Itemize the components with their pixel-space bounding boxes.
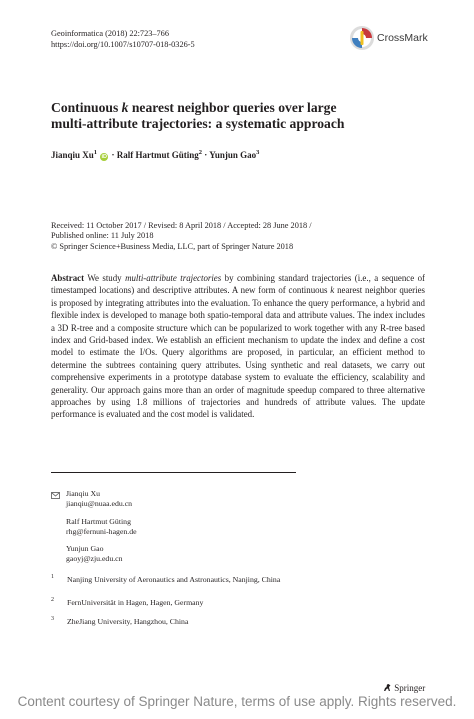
title-text: Continuous	[51, 100, 122, 115]
affiliation-number: 1	[51, 574, 54, 580]
title-line-2: multi-attribute trajectories: a systematic approach	[51, 116, 345, 131]
title-line-1	[51, 100, 421, 116]
courtesy-watermark: Content courtesy of Springer Nature, terms of use apply. Rights reserved.	[17, 694, 457, 709]
orcid-icon[interactable]: iD	[101, 154, 108, 160]
author-name[interactable]: Jianqiu Xu	[51, 150, 94, 160]
contact-name: Ralf Hartmut Güting	[66, 517, 131, 526]
footnote-divider	[51, 472, 296, 473]
abstract-text: We study	[84, 273, 126, 283]
abstract-text: by combining standard trajectories (i.e., a sequence of timestamped locations) and descriptive attributes. A new form of continuous	[51, 273, 425, 296]
journal-citation: Geoinformatica (2018) 22:723–766	[51, 29, 169, 38]
affiliation-number: 2	[51, 597, 54, 603]
contact-name: Yunjun Gao	[66, 544, 104, 553]
copyright-line: © Springer Science+Business Media, LLC, part of Springer Nature 2018	[51, 241, 294, 251]
author-contact	[66, 517, 137, 537]
author-separator: ·	[202, 150, 210, 160]
abstract-emphasis: multi-attribute trajectories	[125, 273, 222, 283]
author-name[interactable]: Ralf Hartmut Güting	[116, 150, 199, 160]
affiliation-ref: 1	[93, 149, 98, 156]
abstract	[51, 272, 425, 421]
affiliation-ref: 3	[256, 149, 260, 156]
author-separator: ·	[109, 150, 117, 160]
article-title	[51, 100, 421, 132]
corresponding-author	[66, 489, 132, 509]
affiliation-text: ZheJiang University, Hangzhou, China	[67, 617, 189, 626]
author-list	[51, 149, 259, 161]
envelope-icon	[51, 492, 60, 499]
title-k: k	[121, 100, 129, 115]
title-text: nearest neighbor queries over large	[128, 100, 337, 115]
publisher-name: Springer	[394, 683, 426, 693]
dates-line: Received: 11 October 2017 / Revised: 8 April 2018 / Accepted: 28 June 2018 /	[51, 221, 312, 230]
abstract-emphasis: k	[330, 285, 335, 296]
affiliation-ref: 2	[198, 149, 203, 156]
publication-dates	[51, 221, 312, 252]
doi-link[interactable]: https://doi.org/10.1007/s10707-018-0326-5	[51, 40, 195, 49]
publisher-logo	[383, 683, 425, 693]
affiliation	[51, 598, 381, 610]
abstract-text: nearest neighbor queries is proposed by integrating attributes into the evaluation. To enhance the query performance, a hybrid and flexible index is developed to manage both spatio-temporal data and attribute values. The index includes a 3D R-tree and a composite structure which can be popularized to work together with any R-tree based index and Grid-based index. We establish an efficient mechanism to update the index and define a cost model to estimate the I/Os. Query algorithms are proposed, in particular, an efficient method to determine the subtrees containing query attributes. Using synthetic and real datasets, we carry out comprehensive experiments in a prototype database system to evaluate the efficiency, scalability and generality. Our approach gains more than an order of magnitude speedup compared to three alternative approaches by using 1.8 millions of trajectories and hundreds of attribute values. The update performance is evaluated and the cost model is validated.	[51, 285, 425, 420]
contact-email[interactable]: gaoyj@zju.edu.cn	[66, 554, 123, 564]
contact-name: Jianqiu Xu	[66, 489, 101, 498]
author-contact	[66, 544, 123, 564]
affiliation-text: FernUniversität in Hagen, Hagen, Germany	[67, 598, 204, 607]
contact-email[interactable]: jianqiu@nuaa.edu.cn	[66, 499, 133, 509]
contact-email[interactable]: rhg@fernuni-hagen.de	[66, 527, 137, 537]
affiliation	[51, 617, 381, 629]
crossmark-label: CrossMark	[377, 32, 428, 44]
springer-horse-icon	[383, 683, 392, 692]
author-name[interactable]: Yunjun Gao	[209, 150, 257, 160]
crossmark-logo	[349, 25, 375, 51]
affiliation-text: Nanjing University of Aeronautics and Astronautics, Nanjing, China	[67, 575, 281, 584]
abstract-label: Abstract	[51, 273, 85, 283]
affiliation	[51, 575, 381, 587]
affiliation-number: 3	[51, 616, 54, 622]
crossmark-badge[interactable]	[349, 25, 441, 51]
dates-line: Published online: 11 July 2018	[51, 231, 154, 241]
